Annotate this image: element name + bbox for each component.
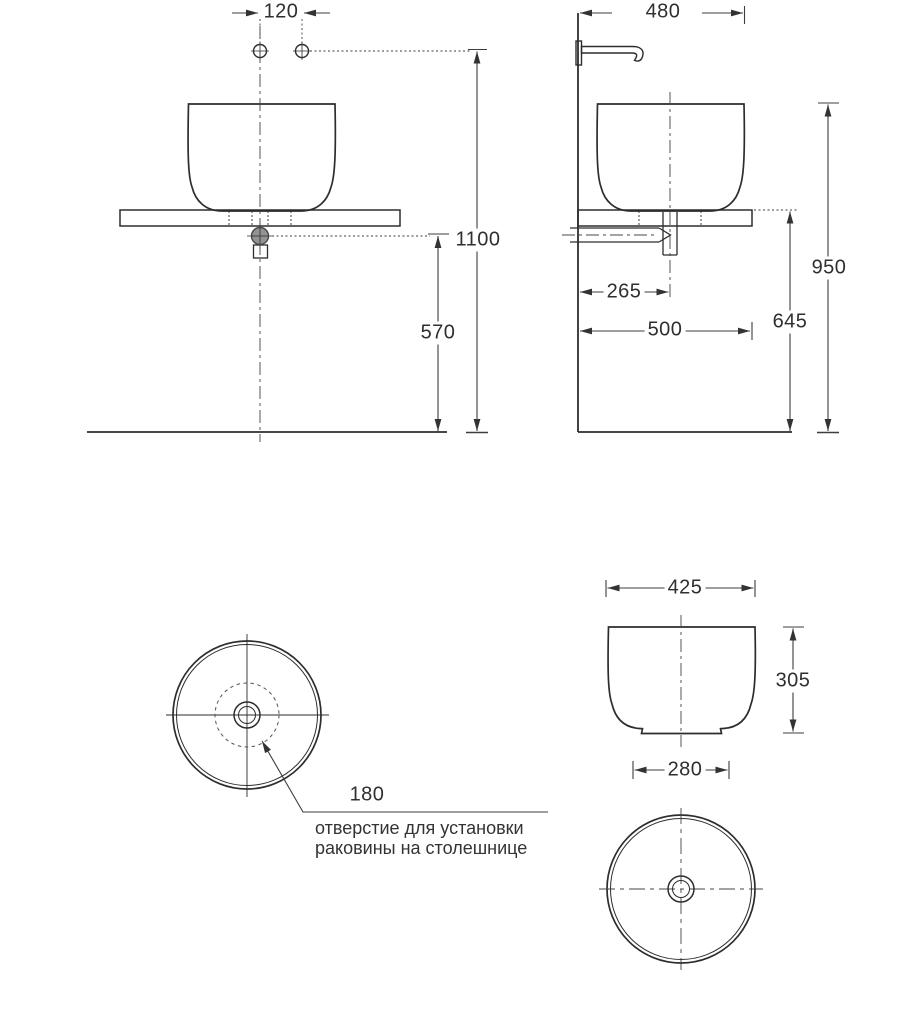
mounting-note-line-2: раковины на столешнице	[315, 838, 528, 858]
mounting-note-line-1: отверстие для установки	[315, 818, 524, 838]
wall-faucet-icon	[576, 41, 643, 65]
dim-depth-label: 480	[643, 1, 684, 24]
basin-detail-outline	[608, 627, 755, 734]
dim-countertop-height-label: 645	[770, 311, 811, 334]
dim-basin-height-label: 305	[773, 670, 814, 693]
side-installation-view	[562, 6, 839, 433]
crosshair-lines	[166, 634, 329, 797]
basin-front-outline	[188, 104, 335, 211]
dim-rim-height-label: 950	[809, 257, 850, 280]
drain-pipe-side	[562, 212, 677, 255]
leader-line-180	[262, 741, 548, 812]
basin-side-outline	[597, 104, 744, 211]
basin-top-view	[599, 808, 763, 970]
dim-faucet-spacing-label: 120	[261, 1, 302, 24]
countertop-side	[578, 210, 752, 226]
dim-mounting-hole-label: 180	[347, 784, 388, 807]
dim-faucet-height-label: 1100	[452, 229, 503, 252]
dim-countertop-depth-label: 500	[645, 319, 686, 342]
dim-top-diameter-label: 425	[665, 577, 706, 600]
dim-wall-to-drain-label: 265	[604, 281, 645, 304]
crosshair-centerlines	[599, 808, 763, 970]
front-installation-view	[87, 13, 488, 442]
dim-drain-height-label: 570	[418, 322, 459, 345]
drain-tailpiece-front	[254, 245, 268, 258]
dim-base-diameter-label: 280	[665, 759, 706, 782]
